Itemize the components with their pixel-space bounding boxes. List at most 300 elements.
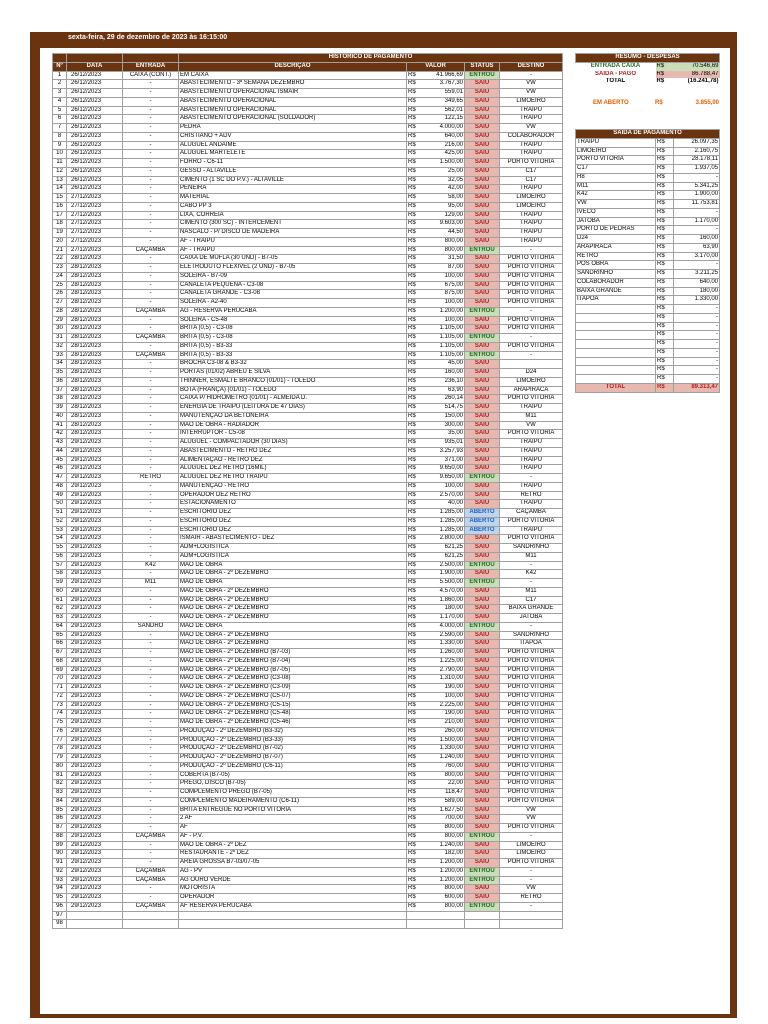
- row-valor: [407, 141, 465, 150]
- row-status: SAIU: [465, 657, 500, 666]
- row-descricao: CIMENTO (1 SC DO P.V.) - ALTAVILLE: [179, 176, 407, 185]
- row-number: 69: [53, 666, 67, 675]
- row-valor: [407, 465, 465, 474]
- row-valor: [407, 885, 465, 894]
- row-status: SAIU: [465, 605, 500, 614]
- row-status: SAIU: [465, 797, 500, 806]
- row-destino: -: [500, 876, 563, 885]
- saida-valor: -: [674, 173, 720, 182]
- saida-row: [576, 375, 720, 384]
- row-descricao: NASCALO - P/ DISCO DE MADEIRA: [179, 229, 407, 238]
- row-status: ENTROU: [465, 867, 500, 876]
- table-row: [53, 439, 563, 448]
- row-number: 5: [53, 106, 67, 115]
- valor-amount: 349,65: [444, 97, 463, 104]
- currency-label: R$: [408, 307, 416, 314]
- row-entrada: CAÇAMBA: [123, 876, 179, 885]
- row-status: SAIU: [465, 850, 500, 859]
- row-descricao: ELETRODUTO FLEXÍVEL (2 UND) - B7-05: [179, 264, 407, 273]
- currency-label: R$: [408, 535, 416, 542]
- row-entrada: -: [123, 342, 179, 351]
- row-destino: [500, 920, 563, 929]
- row-descricao: ABASTECIMENTO - 3ª SEMANA DEZEMBRO: [179, 80, 407, 89]
- saida-row: [576, 182, 720, 191]
- row-date: 27/12/2023: [67, 194, 123, 203]
- saida-valor: 2.160,75: [674, 147, 720, 156]
- row-entrada: -: [123, 220, 179, 229]
- row-entrada: -: [123, 736, 179, 745]
- currency-label: R$: [408, 736, 416, 743]
- currency-label: R$: [408, 780, 416, 787]
- row-status: SAIU: [465, 754, 500, 763]
- row-status: SAIU: [465, 631, 500, 640]
- currency-label: R$: [408, 334, 416, 340]
- valor-amount: 371,00: [444, 456, 463, 463]
- row-date: 29/12/2023: [67, 439, 123, 448]
- row-entrada: -: [123, 255, 179, 264]
- row-number: 43: [53, 439, 67, 448]
- row-number: 33: [53, 351, 67, 360]
- currency-label: R$: [408, 369, 416, 375]
- row-descricao: 2 AF: [179, 815, 407, 824]
- currency-label: R$: [408, 745, 416, 752]
- table-row: [53, 456, 563, 465]
- row-descricao: MÃO DE OBRA - 2º DEZEMBRO (C5-48): [179, 710, 407, 719]
- row-descricao: AF: [179, 824, 407, 833]
- row-descricao: MÃO DE OBRA - 2º DEZEMBRO: [179, 605, 407, 614]
- row-valor: [407, 902, 465, 911]
- row-valor: [407, 631, 465, 640]
- valor-amount: 1.105,00: [439, 325, 463, 332]
- currency-label: R$: [408, 885, 416, 892]
- table-row: [53, 124, 563, 133]
- table-row: [53, 351, 563, 360]
- row-descricao: MÃO DE OBRA - 2º DEZEMBRO (B7-04): [179, 657, 407, 666]
- row-destino: TRAIPU: [500, 439, 563, 448]
- row-date: 27/12/2023: [67, 246, 123, 255]
- saida-valor: 1.937,05: [674, 165, 720, 174]
- valor-amount: 44,50: [447, 229, 463, 235]
- row-entrada: -: [123, 894, 179, 903]
- row-descricao: BRITA (0,5) - B3-33: [179, 351, 407, 360]
- currency-label: R$: [408, 876, 416, 883]
- row-entrada: -: [123, 797, 179, 806]
- row-entrada: -: [123, 614, 179, 623]
- row-valor: [407, 666, 465, 675]
- table-row: [53, 614, 563, 623]
- row-date: 28/12/2023: [67, 430, 123, 439]
- row-status: SAIU: [465, 80, 500, 89]
- row-descricao: RESTAURANTE - 2º DEZ: [179, 850, 407, 859]
- row-status: SAIU: [465, 342, 500, 351]
- row-number: 4: [53, 97, 67, 106]
- row-valor: [407, 430, 465, 439]
- currency-label: R$: [656, 252, 674, 261]
- row-date: 28/12/2023: [67, 369, 123, 378]
- row-destino: VW: [500, 806, 563, 815]
- valor-amount: 100,00: [444, 316, 463, 323]
- row-entrada: -: [123, 299, 179, 308]
- row-status: SAIU: [465, 421, 500, 430]
- row-destino: K42: [500, 570, 563, 579]
- currency-label: R$: [408, 272, 416, 279]
- row-date: 29/12/2023: [67, 517, 123, 526]
- saida-row: [576, 235, 720, 244]
- row-valor: [407, 159, 465, 168]
- row-entrada: -: [123, 701, 179, 710]
- row-number: 31: [53, 334, 67, 343]
- currency-label: R$: [408, 124, 416, 130]
- valor-amount: 190,00: [444, 684, 463, 690]
- table-row: [53, 264, 563, 273]
- row-number: 72: [53, 692, 67, 701]
- row-destino: -: [500, 246, 563, 255]
- row-date: 28/12/2023: [67, 412, 123, 421]
- row-number: 70: [53, 675, 67, 684]
- table-row: [53, 692, 563, 701]
- valor-amount: 100,00: [444, 482, 463, 489]
- row-entrada: -: [123, 754, 179, 763]
- row-status: [465, 920, 500, 929]
- valor-amount: 800,00: [444, 771, 463, 778]
- row-status: SAIU: [465, 220, 500, 229]
- row-entrada: -: [123, 272, 179, 281]
- saida-destino: PÓS OBRA: [576, 261, 656, 270]
- row-valor: [407, 290, 465, 299]
- table-row: [53, 570, 563, 579]
- row-date: 28/12/2023: [67, 272, 123, 281]
- row-number: 37: [53, 386, 67, 395]
- row-number: 93: [53, 876, 67, 885]
- valor-amount: 182,00: [444, 850, 463, 857]
- table-row: [53, 237, 563, 246]
- row-valor: [407, 132, 465, 141]
- row-valor: [407, 97, 465, 106]
- row-destino: PORTO VITÓRIA: [500, 290, 563, 299]
- row-destino: SANDRINHO: [500, 631, 563, 640]
- valor-amount: 1.310,00: [439, 675, 463, 682]
- valor-amount: 1.860,00: [439, 596, 463, 603]
- saida-destino: VW: [576, 200, 656, 209]
- row-destino: PORTO VITÓRIA: [500, 701, 563, 710]
- row-descricao: MÃO DE OBRA - 2º DEZEMBRO: [179, 570, 407, 579]
- row-number: 3: [53, 89, 67, 98]
- row-descricao: ABASTECIMENTO OPERACIONAL ISMAIR: [179, 89, 407, 98]
- saida-destino: [576, 375, 656, 384]
- row-number: 19: [53, 229, 67, 238]
- saida-valor: -: [674, 375, 720, 384]
- currency-label: R$: [408, 894, 416, 900]
- table-row: [53, 579, 563, 588]
- table-row: [53, 885, 563, 894]
- row-number: 58: [53, 570, 67, 579]
- row-number: 85: [53, 806, 67, 815]
- row-destino: PORTO VITÓRIA: [500, 797, 563, 806]
- row-status: ENTROU: [465, 832, 500, 841]
- row-descricao: ABASTECIMENTO OPERACIONAL: [179, 97, 407, 106]
- table-row: [53, 159, 563, 168]
- valor-amount: 1.627,50: [439, 806, 463, 813]
- saida-row: [576, 191, 720, 200]
- row-valor: [407, 509, 465, 518]
- row-date: 29/12/2023: [67, 684, 123, 693]
- row-descricao: PENEIRA: [179, 185, 407, 194]
- valor-amount: 4.570,00: [439, 587, 463, 594]
- table-row: [53, 377, 563, 386]
- total-label: TOTAL: [605, 78, 626, 85]
- currency-label: R$: [408, 649, 416, 655]
- currency-label: R$: [408, 622, 416, 629]
- valor-amount: 800,00: [444, 824, 463, 830]
- row-number: 46: [53, 465, 67, 474]
- row-date: 29/12/2023: [67, 815, 123, 824]
- row-status: SAIU: [465, 771, 500, 780]
- row-entrada: -: [123, 587, 179, 596]
- currency-label: R$: [408, 439, 416, 445]
- row-status: SAIU: [465, 264, 500, 273]
- row-status: SAIU: [465, 736, 500, 745]
- currency-label: R$: [408, 404, 416, 410]
- table-row: [53, 806, 563, 815]
- saida-valor: -: [674, 313, 720, 322]
- row-date: 27/12/2023: [67, 237, 123, 246]
- row-entrada: -: [123, 666, 179, 675]
- row-valor: [407, 334, 465, 343]
- currency-label: R$: [408, 299, 416, 305]
- row-number: 9: [53, 141, 67, 150]
- row-descricao: BRITA ENTREGUE NO PORTO VITÓRIA: [179, 806, 407, 815]
- row-number: 81: [53, 771, 67, 780]
- row-valor: [407, 745, 465, 754]
- currency-label: R$: [408, 727, 416, 734]
- currency-label: R$: [408, 106, 416, 113]
- row-status: SAIU: [465, 89, 500, 98]
- currency-label: R$: [408, 132, 416, 139]
- saida-row: [576, 357, 720, 366]
- row-descricao: LIXA, CORREIA: [179, 211, 407, 220]
- row-entrada: -: [123, 439, 179, 448]
- row-number: 66: [53, 640, 67, 649]
- row-destino: SANDRINHO: [500, 544, 563, 553]
- saida-row: [576, 147, 720, 156]
- total-value: (16.241,78): [687, 78, 719, 85]
- row-valor: [407, 194, 465, 203]
- saida-valor: -: [674, 226, 720, 235]
- table-row: [53, 386, 563, 395]
- row-valor: [407, 911, 465, 920]
- row-entrada: -: [123, 115, 179, 124]
- row-valor: [407, 71, 465, 80]
- row-descricao: MÃO DE OBRA - 2º DEZEMBRO (C3-09): [179, 684, 407, 693]
- row-valor: [407, 797, 465, 806]
- row-destino: PORTO VITÓRIA: [500, 517, 563, 526]
- row-status: SAIU: [465, 535, 500, 544]
- row-valor: [407, 255, 465, 264]
- row-date: 26/12/2023: [67, 150, 123, 159]
- row-status: SAIU: [465, 666, 500, 675]
- row-status: SAIU: [465, 229, 500, 238]
- table-row: [53, 97, 563, 106]
- row-descricao: BOTA (FRANÇA) (01/01) - TOLEDO: [179, 386, 407, 395]
- saida-total-value: 89.313,47: [674, 383, 720, 392]
- row-destino: PORTO VITÓRIA: [500, 780, 563, 789]
- currency-label: R$: [656, 147, 674, 156]
- row-entrada: [123, 920, 179, 929]
- row-entrada: -: [123, 456, 179, 465]
- row-valor: [407, 474, 465, 483]
- col-header-valor: VALOR: [407, 62, 465, 71]
- row-valor: [407, 526, 465, 535]
- row-number: 23: [53, 264, 67, 273]
- row-destino: TRAIPU: [500, 465, 563, 474]
- saida-total-row: [576, 383, 720, 392]
- row-destino: C17: [500, 596, 563, 605]
- row-descricao: MÃO DE OBRA - 2º DEZEMBRO (C5-46): [179, 719, 407, 728]
- valor-amount: 1.330,00: [439, 640, 463, 647]
- currency-label: R$: [656, 340, 674, 349]
- col-header-destino: DESTINO: [500, 62, 563, 71]
- currency-label: R$: [656, 191, 674, 200]
- row-number: 53: [53, 526, 67, 535]
- table-row: [53, 622, 563, 631]
- row-number: 63: [53, 614, 67, 623]
- row-destino: -: [500, 902, 563, 911]
- row-destino: PORTO VITÓRIA: [500, 710, 563, 719]
- row-date: 29/12/2023: [67, 535, 123, 544]
- row-number: 36: [53, 377, 67, 386]
- row-valor: [407, 894, 465, 903]
- row-valor: [407, 727, 465, 736]
- saida-valor: 3.170,00: [674, 252, 720, 261]
- saida-destino: M11: [576, 182, 656, 191]
- row-date: 28/12/2023: [67, 325, 123, 334]
- row-date: 29/12/2023: [67, 640, 123, 649]
- saida-destino: ARAPIRACA: [576, 243, 656, 252]
- row-descricao: COMPLEMENTO PREGO (B7-05): [179, 789, 407, 798]
- row-destino: PORTO VITÓRIA: [500, 754, 563, 763]
- table-row: [53, 832, 563, 841]
- row-status: SAIU: [465, 570, 500, 579]
- saida-valor: 5.341,25: [674, 182, 720, 191]
- saida-row: [576, 287, 720, 296]
- row-entrada: -: [123, 727, 179, 736]
- currency-label: R$: [408, 202, 416, 209]
- valor-amount: 875,00: [444, 290, 463, 297]
- table-row: [53, 491, 563, 500]
- row-descricao: MÃO DE OBRA - 2º DEZEMBRO (B7-03): [179, 649, 407, 658]
- currency-label: R$: [656, 200, 674, 209]
- row-number: 82: [53, 780, 67, 789]
- row-entrada: -: [123, 316, 179, 325]
- row-valor: [407, 211, 465, 220]
- valor-amount: 31,50: [447, 255, 463, 262]
- row-number: 71: [53, 684, 67, 693]
- valor-amount: 40,00: [447, 500, 463, 507]
- row-descricao: PREGO, DISCO (B7-05): [179, 780, 407, 789]
- row-descricao: ALUGUEL ANDAIME: [179, 141, 407, 150]
- valor-amount: 1.105,00: [439, 342, 463, 349]
- row-valor: [407, 377, 465, 386]
- row-date: 26/12/2023: [67, 97, 123, 106]
- row-destino: PORTO VITÓRIA: [500, 535, 563, 544]
- row-status: SAIU: [465, 141, 500, 150]
- currency-label: R$: [408, 474, 416, 480]
- saida-valor: -: [674, 331, 720, 340]
- row-number: 13: [53, 176, 67, 185]
- currency-label: R$: [656, 313, 674, 322]
- row-destino: C17: [500, 176, 563, 185]
- row-entrada: -: [123, 97, 179, 106]
- row-number: 45: [53, 456, 67, 465]
- saida-destino: [576, 331, 656, 340]
- row-descricao: BRITA (0,5) - C3-08: [179, 325, 407, 334]
- row-date: 29/12/2023: [67, 867, 123, 876]
- row-valor: [407, 316, 465, 325]
- row-status: ABERTO: [465, 509, 500, 518]
- row-entrada: -: [123, 89, 179, 98]
- row-valor: [407, 614, 465, 623]
- row-entrada: -: [123, 229, 179, 238]
- table-row: [53, 902, 563, 911]
- saida-destino: [576, 366, 656, 375]
- entrada-caixa-label: ENTRADA CAIXA: [590, 62, 641, 69]
- row-number: 7: [53, 124, 67, 133]
- row-entrada: CAÇAMBA: [123, 246, 179, 255]
- table-row: [53, 841, 563, 850]
- row-entrada: -: [123, 649, 179, 658]
- row-descricao: ISMAIR - ABASTECIMENTO - DEZ: [179, 535, 407, 544]
- row-status: SAIU: [465, 281, 500, 290]
- table-row: [53, 509, 563, 518]
- row-number: 32: [53, 342, 67, 351]
- valor-amount: 621,25: [444, 552, 463, 559]
- row-descricao: CAIXA DE MUFLA (30 UND) - B7-05: [179, 255, 407, 264]
- valor-amount: 236,10: [444, 377, 463, 384]
- row-valor: [407, 404, 465, 413]
- saida-destino: PORTO VITÓRIA: [576, 156, 656, 165]
- saida-row: [576, 340, 720, 349]
- table-row: [53, 176, 563, 185]
- row-date: 29/12/2023: [67, 824, 123, 833]
- row-descricao: MÃO DE OBRA - 2º DEZEMBRO (B7-05): [179, 666, 407, 675]
- saida-valor: 640,00: [674, 278, 720, 287]
- table-row: [53, 867, 563, 876]
- row-status: SAIU: [465, 684, 500, 693]
- row-destino: PORTO VITÓRIA: [500, 727, 563, 736]
- currency-label: R$: [408, 850, 416, 857]
- row-number: 98: [53, 920, 67, 929]
- row-entrada: -: [123, 517, 179, 526]
- row-descricao: SOLEIRA - B7-09: [179, 272, 407, 281]
- row-descricao: ALUGUEL DEZ RETRO (16MIL): [179, 465, 407, 474]
- row-entrada: -: [123, 281, 179, 290]
- valor-amount: 210,00: [444, 719, 463, 725]
- row-date: 26/12/2023: [67, 185, 123, 194]
- table-row: [53, 202, 563, 211]
- row-destino: VW: [500, 815, 563, 824]
- row-number: 47: [53, 474, 67, 483]
- row-valor: [407, 684, 465, 693]
- row-destino: LIMOEIRO: [500, 850, 563, 859]
- resumo-table: [575, 53, 720, 86]
- row-descricao: SOLEIRA - A2-40: [179, 299, 407, 308]
- row-valor: [407, 246, 465, 255]
- row-descricao: MÃO DE OBRA - 2º DEZEMBRO (C5-15): [179, 701, 407, 710]
- valor-amount: 600,00: [444, 894, 463, 900]
- row-descricao: PRODUÇÃO - 2º DEZEMBRO (B7-07): [179, 754, 407, 763]
- table-row: [53, 334, 563, 343]
- currency-label: R$: [408, 701, 416, 708]
